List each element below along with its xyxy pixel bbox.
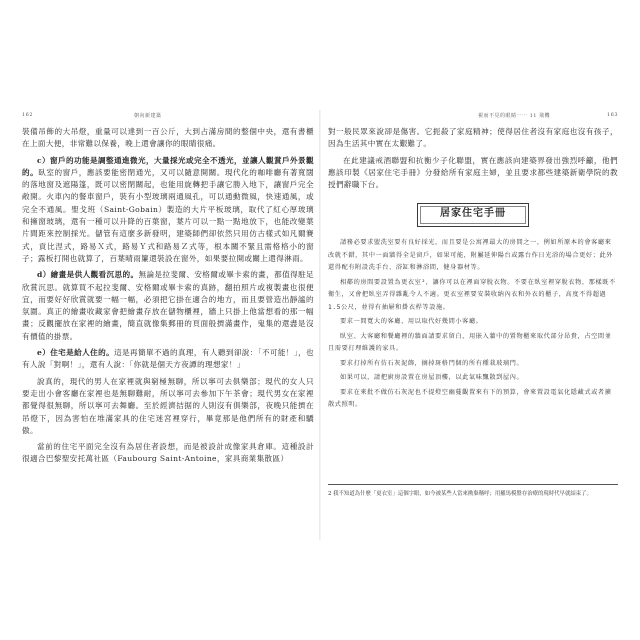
manual-paragraph: 要求在來批不做仿石灰泥也不提燈空幽蔓觀置來有下的預算，會來置設電氣化隱藏式或者擴散式照明。: [328, 388, 612, 409]
right-running-title: 視而不見的眼睛⋯⋯ 11 飛機: [478, 113, 551, 119]
left-paragraph: [22, 155, 314, 266]
right-page-number: 163: [606, 112, 618, 118]
left-paragraph: [22, 376, 314, 437]
paragraph-text: 裝備吊飾的大吊燈，重量可以達到一百公斤，大到占滿房間的整個中央，還有書櫃在上面大便，非常難以保養，晚上還會讓你的眼睛很痛。: [22, 127, 314, 149]
manual-paragraph: 請務必要求盥洗室要有良好採光，而且要是公寓裡最大的房間之一，例如所原本的會客廳來改就不錯，其中一面牆得全是窗戶，如果可能，附屬延伸陽台或露台作日光浴的場合更好；此外還得配有附設洗手台、浴缸和淋浴間，健身器材等。: [328, 239, 614, 272]
manual-paragraph: 相鄰的房間要設置為更衣室²，讓你可以在裡面穿脫衣物。不要在臥室裡穿脫衣物，那樣既不衛生，又會把臥室弄得雜亂令人不適。更衣室裡要安裝收納內衣和外衣的櫃子，高度不得超過1.5公尺，並得有抽屜和掛衣桿等設施。: [328, 278, 616, 311]
manual-paragraph: 要求打掉所有仿石灰泥飾，摘掉斑格門個的所有種栽玻璃門。: [340, 359, 524, 367]
right-page: [328, 112, 618, 532]
paragraph-text: 無論是拉斐爾、安格爾或畢卡索的畫，都值得駐足欣賞沉思。就算買不起拉斐爾、安格爾或畢卡索的真跡，翻拍照片或複製畫也很便宜，而要好好欣賞就要一幅一幅，必須把它掛在適合的地方，而且要營造出靜謐的氛圍。真正的繪畫收藏家會把繪畫存放在儲物櫃裡，牆上只掛上他當想看的那一幅畫；反觀擺放在家裡的繪畫，簡直就像集郵冊的頁面般擠滿畫作，鬼集的還盡是沒有價值的掛票。: [22, 270, 315, 341]
left-page: [22, 112, 314, 532]
manual-text: [328, 237, 618, 412]
left-running-title: 朝向新建築: [134, 113, 162, 119]
left-paragraph: [22, 126, 314, 151]
manual-heading: 居家住宅手冊: [440, 208, 506, 220]
paragraph-lead: d）繪畫是供人觀看沉思的。: [37, 270, 139, 280]
right-header: [328, 112, 618, 126]
paragraph-text: 當前的住宅平面完全沒有為居住者設想，而是被設計成像家具倉庫。這種設計很適合巴黎聖安托萬社區（Faubourg Saint-Antoine，家具商業集散區）: [22, 442, 314, 464]
manual-paragraph: 要求一間寬大的客廳，用以取代好幾間小客廳。: [340, 318, 483, 326]
left-paragraph: [22, 269, 314, 343]
manual-heading-box: [417, 203, 529, 227]
right-body-text: [328, 126, 618, 191]
left-header: [22, 112, 314, 126]
left-body-text: [22, 126, 314, 466]
right-paragraph: 在此建議戒酒聯盟和抗衡少子化聯盟，實在應該向建築界發出強烈呼籲，他們應該印製《居家住宅手冊》分發給所有家庭主婦，並且要求都些建築新衛學院的教授們辭職下台。: [328, 155, 618, 190]
paragraph-text: 這是再簡單不過的真理，有人聽到卻說：「不可能！」，也有人說「對啊！」，還有人說：「你就是個天方夜譚的理想家！」: [22, 348, 314, 370]
paragraph-lead: c）窗戶的功能是調整通進微光，大量採光或完全不透光，並讓人觀賞戶外景觀的。: [22, 155, 314, 177]
paragraph-text: 說真的，現代的男人在家裡就與窮極無聊，所以寧可去俱樂部；現代的女人只要走出小會客廳在家裡也是無聊難耐，所以寧可去參加下午茶會；現代男女在家裡都覺得很無聊，所以寧可去舞廳。至於經濟拮据的人則沒有俱樂部，夜晚只能擠在吊燈下，因為害怕在堆滿家具的住宅迷宮裡穿行，畢竟那是他們所有的財產和驕傲。: [22, 376, 314, 435]
left-paragraph: [22, 347, 314, 372]
manual-paragraph: 臥室、大客廳和餐廳裡的牆面請要求留白，用嵌入牆中的置物櫃來取代部分昂貴，占空間並且需要打理維護的家具。: [328, 332, 612, 353]
footnote: 2 我不知道為什麼「更衣室」這個字眼，如今被某些人當來拗棄稱呼；用羅馬模盤存治療的現時代早就結束了。: [328, 484, 618, 499]
paragraph-lead: e）住宅是給人住的。: [37, 348, 115, 358]
manual-paragraph: 如果可以，請把廚房設置在房屋頂樓，以此氣味飄散到屋內。: [340, 374, 524, 382]
left-page-number: 162: [22, 112, 34, 118]
paragraph-text: 臥室的窗戶，應該要能密閉通光，又可以隨意開關。現代化的咖啡廳有著寬闊的落地窗及遮陽篷，既可以密閉關起，也能用旋轉把手讓它勝入地下，讓窗戶完全敞開。火車內的餐車窗戶，裝有小型玻璃兩通風孔，可以通動微風，快速通風，或完全不通風。聖戈班（Saint-Gobain）製造的大片平板玻璃，取代了紅心厚玻璃和擁窗玻璃，還有一種可以升降的百葉窗，葉片可以一點一點地放下，也能改變葉片間距來控制採光。儲管有這麼多新發明，建築師們卻依然只用仿古樣式如凡爾賽式，貢比涅式，路易Ｘ式，路易Ｙ式和路易Ｚ式等，根本關不緊且需格格小的窗子；露板打開也就算了，百葉晴雨簾還裝設在窗外，如果要拉開或關上還得淋雨。: [22, 167, 314, 263]
right-paragraph: 對一般民眾來說卻是傷害。它扼殺了家庭精神；使得居住者沒有家庭也沒有孩子，因為生活其中實在太艱難了。: [328, 127, 618, 149]
left-paragraph: [22, 441, 314, 466]
book-gutter: [319, 110, 321, 540]
